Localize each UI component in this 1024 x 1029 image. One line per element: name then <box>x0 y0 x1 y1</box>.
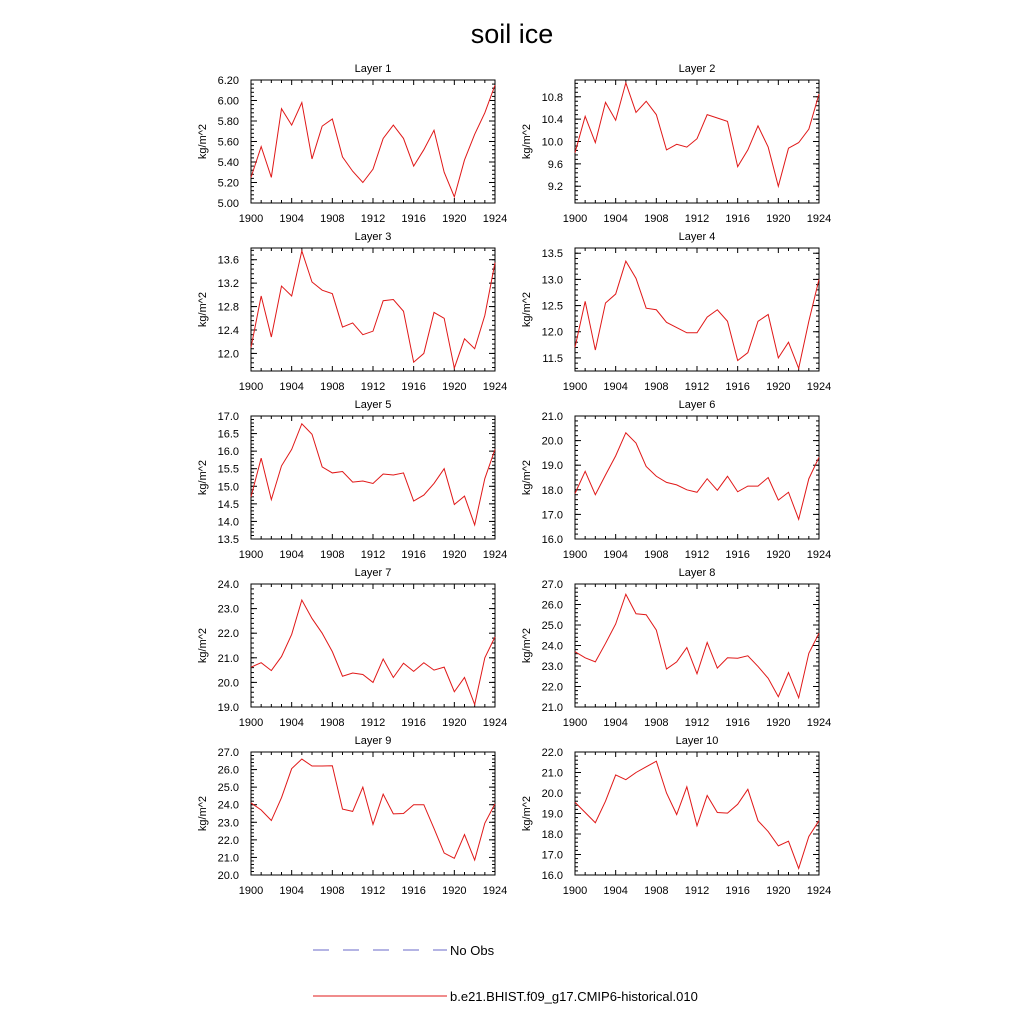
panel-6 <box>521 399 831 561</box>
panel-5-ylabel: kg/m^2 <box>197 459 209 496</box>
panel-2-ytick-label: 10.8 <box>541 91 563 104</box>
panel-8-xtick-label: 1916 <box>725 717 750 729</box>
panel-8-ytick-label: 23.0 <box>541 661 563 673</box>
panel-6-xtick-label: 1916 <box>725 549 750 561</box>
legend-label-no-obs: No Obs <box>450 943 495 958</box>
panel-5-ytick-label: 15.0 <box>217 481 239 494</box>
panel-8-ytick-label: 22.0 <box>541 681 563 694</box>
panel-7-xtick-label: 1904 <box>279 717 304 729</box>
panel-4-title: Layer 4 <box>678 231 716 243</box>
panel-3 <box>197 231 507 393</box>
panel-9-ytick-label: 26.0 <box>217 764 239 777</box>
legend-label-model: b.e21.BHIST.f09_g17.CMIP6-historical.010 <box>450 989 698 1004</box>
panel-7-xtick-label: 1916 <box>401 717 426 729</box>
panel-9-xtick-label: 1920 <box>442 885 467 897</box>
panel-9-xtick-label: 1904 <box>279 885 304 897</box>
panel-5-ytick-label: 16.5 <box>217 428 239 441</box>
panel-10-xtick-label: 1908 <box>644 885 669 897</box>
panel-9-xtick-label: 1912 <box>360 885 386 897</box>
panel-1-xtick-label: 1924 <box>482 213 508 225</box>
panel-6-ytick-label: 21.0 <box>541 411 563 423</box>
panel-6-ytick-label: 16.0 <box>541 534 563 546</box>
panel-7-xtick-label: 1908 <box>320 717 345 729</box>
panel-9-ytick-label: 27.0 <box>217 747 239 759</box>
panel-9-ytick-label: 23.0 <box>217 817 239 830</box>
panel-5-xtick-label: 1924 <box>482 549 508 561</box>
panel-4 <box>521 231 831 393</box>
panel-1-ytick-label: 5.20 <box>217 177 239 190</box>
panel-5-ytick-label: 16.0 <box>217 446 239 459</box>
panel-10-ytick-label: 16.0 <box>541 870 563 882</box>
panel-2 <box>521 63 831 225</box>
panel-2-xtick-label: 1908 <box>644 213 669 225</box>
panel-9-ytick-label: 22.0 <box>217 834 239 847</box>
panel-8-xtick-label: 1924 <box>806 717 832 729</box>
legend <box>313 943 698 1004</box>
panel-1-title: Layer 1 <box>354 63 392 75</box>
panel-3-ytick-label: 12.4 <box>217 325 239 337</box>
panel-7-ytick-label: 22.0 <box>217 628 239 641</box>
panel-6-xtick-label: 1924 <box>806 549 832 561</box>
panel-10-xtick-label: 1920 <box>766 885 791 897</box>
panel-6-xtick-label: 1900 <box>562 549 588 561</box>
panel-7-xtick-label: 1900 <box>238 717 264 729</box>
panel-7-xtick-label: 1924 <box>482 717 508 729</box>
panel-7 <box>197 567 507 729</box>
panel-8-frame <box>575 584 819 707</box>
panel-4-xtick-label: 1900 <box>562 381 588 393</box>
panel-4-xtick-label: 1908 <box>644 381 669 393</box>
panel-10-xtick-label: 1916 <box>725 885 750 897</box>
panel-7-xtick-label: 1920 <box>442 717 467 729</box>
panel-4-xtick-label: 1912 <box>684 381 710 393</box>
panel-2-title: Layer 2 <box>678 63 716 75</box>
panel-8-xtick-label: 1908 <box>644 717 669 729</box>
panel-6-xtick-label: 1908 <box>644 549 669 561</box>
panel-9-series-line <box>251 759 495 860</box>
panel-6-title: Layer 6 <box>678 399 716 411</box>
panel-9-xtick-label: 1916 <box>401 885 426 897</box>
panel-5-ytick-label: 14.5 <box>217 498 239 511</box>
panel-10-ytick-label: 19.0 <box>541 808 563 821</box>
panel-9 <box>197 735 507 897</box>
panel-1-ytick-label: 5.40 <box>217 157 239 169</box>
panel-2-xtick-label: 1900 <box>562 213 588 225</box>
panel-4-ytick-label: 12.0 <box>541 326 563 339</box>
panel-7-ytick-label: 20.0 <box>217 677 239 690</box>
panel-1-xtick-label: 1908 <box>320 213 345 225</box>
panel-7-series-line <box>251 600 495 705</box>
panel-8-ytick-label: 21.0 <box>541 702 563 714</box>
panel-9-xtick-label: 1900 <box>238 885 264 897</box>
panel-10-ytick-label: 21.0 <box>541 767 563 780</box>
panel-4-series-line <box>575 261 819 368</box>
panel-5-xtick-label: 1908 <box>320 549 345 561</box>
panel-9-frame <box>251 752 495 875</box>
panel-10-xtick-label: 1900 <box>562 885 588 897</box>
panel-1-ytick-label: 6.20 <box>217 75 239 87</box>
panel-4-ytick-label: 11.5 <box>542 352 563 365</box>
panel-4-xtick-label: 1904 <box>603 381 628 393</box>
panel-5-xtick-label: 1916 <box>401 549 426 561</box>
panel-1-ytick-label: 6.00 <box>217 95 239 108</box>
panel-3-ytick-label: 12.0 <box>217 348 239 361</box>
panel-2-xtick-label: 1916 <box>725 213 750 225</box>
panel-7-ytick-label: 21.0 <box>217 652 239 665</box>
panel-3-ytick-label: 12.8 <box>217 301 239 314</box>
panel-7-ytick-label: 19.0 <box>217 702 239 714</box>
panel-2-xtick-label: 1904 <box>603 213 628 225</box>
panel-4-xtick-label: 1916 <box>725 381 750 393</box>
panel-4-ylabel: kg/m^2 <box>521 291 533 328</box>
panel-9-xtick-label: 1908 <box>320 885 345 897</box>
panel-7-frame <box>251 584 495 707</box>
panel-10-ytick-label: 18.0 <box>541 829 563 841</box>
panel-3-xtick-label: 1904 <box>279 381 304 393</box>
panel-8-ytick-label: 26.0 <box>541 599 563 612</box>
panel-8-xtick-label: 1920 <box>766 717 791 729</box>
panel-5-xtick-label: 1900 <box>238 549 264 561</box>
panel-6-xtick-label: 1912 <box>684 549 710 561</box>
panel-10-series-line <box>575 761 819 868</box>
panel-5-ytick-label: 13.5 <box>217 534 239 546</box>
panel-3-xtick-label: 1916 <box>401 381 426 393</box>
panel-5-xtick-label: 1920 <box>442 549 467 561</box>
panel-5-frame <box>251 416 495 539</box>
panel-10-xtick-label: 1904 <box>603 885 628 897</box>
panel-1-xtick-label: 1920 <box>442 213 467 225</box>
panel-3-frame <box>251 248 495 371</box>
panel-6-ylabel: kg/m^2 <box>521 459 533 496</box>
panel-1-xtick-label: 1904 <box>279 213 304 225</box>
panel-8-series-line <box>575 594 819 698</box>
panel-3-xtick-label: 1912 <box>360 381 386 393</box>
panel-10-ytick-label: 22.0 <box>541 747 563 759</box>
panel-8-ytick-label: 24.0 <box>541 640 563 653</box>
panel-1-ylabel: kg/m^2 <box>197 123 209 160</box>
panel-9-ytick-label: 25.0 <box>217 782 239 795</box>
panel-10-xtick-label: 1924 <box>806 885 832 897</box>
panel-5-xtick-label: 1904 <box>279 549 304 561</box>
panel-1-frame <box>251 80 495 203</box>
panel-8-ytick-label: 27.0 <box>541 579 563 591</box>
panel-2-ytick-label: 9.6 <box>547 158 563 171</box>
panel-3-title: Layer 3 <box>354 231 392 243</box>
panel-9-title: Layer 9 <box>354 735 392 747</box>
panel-7-ylabel: kg/m^2 <box>197 627 209 664</box>
panel-4-xtick-label: 1924 <box>806 381 832 393</box>
page-title: soil ice <box>470 19 554 49</box>
panel-2-frame <box>575 80 819 203</box>
chart-panels <box>197 63 831 897</box>
panel-9-ytick-label: 20.0 <box>217 870 239 882</box>
panel-6-ytick-label: 18.0 <box>541 484 563 497</box>
panel-8-xtick-label: 1904 <box>603 717 628 729</box>
panel-2-xtick-label: 1920 <box>766 213 791 225</box>
panel-9-ylabel: kg/m^2 <box>197 795 209 832</box>
panel-5-title: Layer 5 <box>354 399 392 411</box>
panel-10-ytick-label: 20.0 <box>541 788 563 800</box>
panel-6-ytick-label: 19.0 <box>541 460 563 473</box>
panel-6-xtick-label: 1920 <box>766 549 791 561</box>
panel-4-ytick-label: 13.5 <box>541 248 563 261</box>
panel-6-xtick-label: 1904 <box>603 549 628 561</box>
panel-2-xtick-label: 1924 <box>806 213 832 225</box>
panel-2-series-line <box>575 83 819 186</box>
panel-5-ytick-label: 17.0 <box>217 411 239 423</box>
panel-1-xtick-label: 1916 <box>401 213 426 225</box>
panel-5-series-line <box>251 424 495 525</box>
panel-7-ytick-label: 24.0 <box>217 579 239 591</box>
panel-1-ytick-label: 5.00 <box>217 198 239 210</box>
panel-4-frame <box>575 248 819 371</box>
panel-10-ylabel: kg/m^2 <box>521 795 533 832</box>
panel-3-xtick-label: 1920 <box>442 381 467 393</box>
panel-6-frame <box>575 416 819 539</box>
panel-6-ytick-label: 20.0 <box>541 435 563 448</box>
panel-8-xtick-label: 1900 <box>562 717 588 729</box>
panel-3-xtick-label: 1924 <box>482 381 508 393</box>
panel-7-xtick-label: 1912 <box>360 717 386 729</box>
panel-10 <box>521 735 831 897</box>
panel-3-ytick-label: 13.2 <box>217 278 239 291</box>
panel-3-xtick-label: 1908 <box>320 381 345 393</box>
panel-1-ytick-label: 5.60 <box>217 136 239 149</box>
panel-1-ytick-label: 5.80 <box>217 116 239 128</box>
panel-5-ytick-label: 14.0 <box>217 516 239 529</box>
panel-5-xtick-label: 1912 <box>360 549 386 561</box>
panel-2-ytick-label: 10.0 <box>541 136 563 149</box>
panel-4-ytick-label: 12.5 <box>541 300 563 313</box>
panel-2-ylabel: kg/m^2 <box>521 123 533 160</box>
panel-4-xtick-label: 1920 <box>766 381 791 393</box>
panel-3-series-line <box>251 251 495 368</box>
panel-10-ytick-label: 17.0 <box>541 849 563 862</box>
panel-2-ytick-label: 10.4 <box>541 114 563 127</box>
panel-2-ytick-label: 9.2 <box>547 181 563 194</box>
panel-8-ylabel: kg/m^2 <box>521 627 533 664</box>
panel-10-frame <box>575 752 819 875</box>
panel-10-xtick-label: 1912 <box>684 885 710 897</box>
panel-3-ylabel: kg/m^2 <box>197 291 209 328</box>
panel-1-xtick-label: 1912 <box>360 213 386 225</box>
panel-1-xtick-label: 1900 <box>238 213 264 225</box>
panel-4-ytick-label: 13.0 <box>541 274 563 287</box>
panel-8-title: Layer 8 <box>678 567 716 579</box>
panel-9-xtick-label: 1924 <box>482 885 508 897</box>
panel-7-ytick-label: 23.0 <box>217 603 239 616</box>
panel-6-ytick-label: 17.0 <box>541 509 563 522</box>
panel-8-xtick-label: 1912 <box>684 717 710 729</box>
panel-8-ytick-label: 25.0 <box>541 620 563 632</box>
panel-9-ytick-label: 21.0 <box>217 852 239 865</box>
panel-1 <box>197 63 507 225</box>
panel-10-title: Layer 10 <box>675 735 719 747</box>
panel-5-ytick-label: 15.5 <box>217 463 239 476</box>
panel-6-series-line <box>575 433 819 520</box>
panel-3-xtick-label: 1900 <box>238 381 264 393</box>
panel-2-xtick-label: 1912 <box>684 213 710 225</box>
panel-8 <box>521 567 831 729</box>
panel-7-title: Layer 7 <box>354 567 392 579</box>
panel-5 <box>197 399 507 561</box>
panel-1-series-line <box>251 85 495 197</box>
panel-9-ytick-label: 24.0 <box>217 799 239 812</box>
panel-3-ytick-label: 13.6 <box>217 254 239 267</box>
